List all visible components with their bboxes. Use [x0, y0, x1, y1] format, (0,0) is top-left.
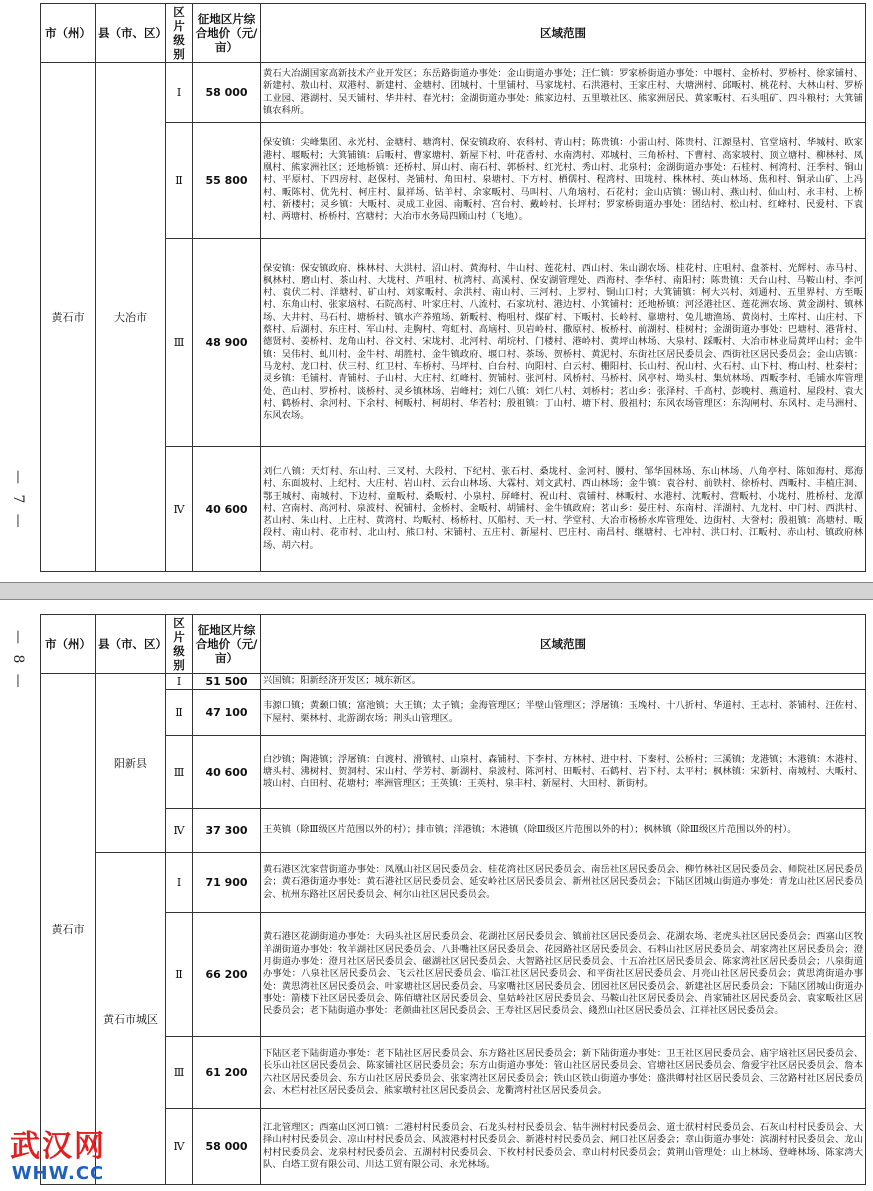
watermark-line-1: 武汉网	[10, 1129, 106, 1164]
table-row	[41, 63, 866, 123]
header-price: 征地区片综合地价（元/亩）	[193, 4, 261, 63]
header-county: 县（市、区）	[96, 615, 166, 674]
table-header-row	[41, 4, 866, 63]
header-area: 区域范围	[261, 4, 866, 63]
area-cell: 韦源口镇；黄颡口镇；富池镇；大王镇；太子镇；金海管理区；半壁山管理区；浮屠镇：玉堍村、十八折村、华道村、王志村、茶铺村、汪佐村、下屋村、栗林村、北游湖农场；荆头山管理区。	[261, 690, 866, 736]
area-cell: 保安镇：保安镇政府、株林村、大洪村、沼山村、黄海村、牛山村、莲花村、西山村、朱山湖农场、桂花村、庄咀村、盘茶村、光辉村、赤马村、枫林村、磨山村、茶山村、大垅村、芦咀村、杭湾村、高溪村、保安湖管理处、西海村、李华村、南阳村；陈贵镇：天台山村、马鞍山村、李河村、袁伏二村、洋塘村、矿山村、刘家畈村、余洪村、南山村、三河村、上罗村、铜山口村；大箕铺镇：柯大兴村、刘通村、五里界村、方至畈村、东角山村、张家垴村、石院高村、叶家庄村、八流村、石家坑村、港边村、小箕铺村；还地桥镇：河泾港社区、莲花洲农场、黄金湖村、镇林场、大井村、马石村、塘桥村、镇水产养殖场、新畈村、梅咀村、煤矿村、下畈村、长岭村、靠塘村、兔儿塘渔场、黄岗村、土库村、山庄村、下蔡村、后湖村、东庄村、军山村、走胸村、弯虹村、高垴村、贝岩岭村、撒原村、板桥村、前湖村、桂树村；金湖街道办事处：巴塘村、港背村、德贤村、姜桥村、龙角山村、谷文村、宋垅村、北河村、胡垸村、门楼村、港岭村、黄坪山林场、大泉村、踩畈村、大冶市林业局黄坪山村；金牛镇：吴伟村、虬川村、金牛村、胡胜村、金牛镇政府、堰口村、茶场、贺桥村、黄泥村、东街社区居民委员会、西街社区居民委员会；金山店镇：马龙村、龙口村、伏三村、红卫村、车桥村、马坪村、白台村、向阳村、白云村、栅阳村、长山村、祝山村、火石村、山下村、梅山村、杜泰村；灵乡镇：毛铺村、青铺村、子山村、大庄村、红峰村、贺铺村、张河村、风桥村、马桥村、风亭村、坳头村、集炕林场、西畈李村、毛铺水库管理处、芭山村、罗桥村、谈桥村、灵乡镇林场、岩峰村；刘仁八镇：刘仁八村、刘桥村；茗山乡：张泽村、千高村、彭晚村、燕道村、屋段村、袁大村、鹤桥村、余河村、下余村、柯畈村、柯胡村、华若村；殷祖镇：丁山村、塘下村、殷祖村；东风农场管理区：东沟闸村、东风村、走马洲村、东风农场。	[261, 239, 866, 447]
area-cell: 白沙镇；陶港镇；浮屠镇：白渡村、滑镇村、山泉村、森铺村、下李村、方林村、进中村、下秦村、公桥村；三溪镇；龙港镇；木港镇：木港村、塘头村、沸树村、贺洞村、宋山村、学芳村、新湖村、泉波村、陈河村、田畈村、石鹤村、岩下村、太平村；枫林镇：宋新村、南城村、大畈村、坡山村、白田村、花塘村；率洲管理区；王英镇：王英村、泉丰村、新屋村、大田村、新街村。	[261, 736, 866, 809]
land-price-table-p2	[40, 614, 866, 1185]
level-cell: Ⅰ	[166, 853, 193, 913]
price-cell: 51 500	[193, 674, 261, 690]
price-cell: 37 300	[193, 809, 261, 853]
price-cell: 48 900	[193, 239, 261, 447]
land-price-table-p1	[40, 3, 866, 572]
page-number: — 7 —	[10, 470, 26, 531]
price-cell: 40 600	[193, 736, 261, 809]
price-cell: 71 900	[193, 853, 261, 913]
document-page-8	[0, 600, 873, 1191]
area-cell: 保安镇：尖峰集团、永光村、金塘村、塘湾村、保安镇政府、农科村、青山村；陈贵镇：小雷山村、陈贵村、江源垦村、官堂垴村、华城村、欧家港村、堰畈村；大箕铺镇：后畈村、曹家塘村、新屋下村、叶花香村、水南湾村、邓城村、三角桥村、下曹村、高家坡村、顶立塘村、柳林村、凤凰村、熊家洲社区；还地桥镇：还桥村、屏山村、南石村、郭桥村、红光村、秀山村、北泉村；金湖街道办事处：石桂村、柯湾村、汪季村、铜山村、平原村、下四房村、赵保村、尧铺村、角田村、泉塘村、下方村、栖儒村、程湾村、田垅村、株林村、英山林场、焦和村、铜录山矿、上冯村、畈陈村、优先村、柯庄村、鼠祥场、钻羊村、余家畈村、马叫村、八角垴村、石花村；金山店镇：锡山村、燕山村、仙山村、永丰村、上桥村、新楼村；灵乡镇：大畈村、灵成工业园、南畈村、宫台村、戴岭村、长坪村；罗家桥街道办事处：团结村、松山村、红峰村、民爱村、下袁村、两塘村、桥桥村、宫塘村；大冶市水务局四顾山村（飞地）。	[261, 123, 866, 239]
city-cell: 黄石市	[41, 674, 96, 1185]
header-city: 市（州）	[41, 615, 96, 674]
level-cell: Ⅲ	[166, 239, 193, 447]
level-cell: Ⅱ	[166, 690, 193, 736]
county-cell: 黄石市城区	[96, 853, 166, 1185]
county-cell: 大冶市	[96, 63, 166, 572]
area-cell: 刘仁八镇：天灯村、东山村、三叉村、大段村、下纪村、张石村、桑垅村、金河村、腰村、邹华国林场、东山林场、八角亭村、陈如海村、郑海村、东面坡村、上纪村、大庄村、岩山村、云台山林场、大霖村、刘文武村、西山林场；金牛镇：袁谷村、前铁村、徐桥村、西畈村、丰植庄洞、鄂王城村、南城村、下边村、童畈村、桑畈村、小泉村、屏峰村、祝山村、袁铺村、林畈村、水港村、沈畈村、营畈村、小垅村、胜桥村、龙潭村、宫南村、高河村、泉波村、祝铺村、金桥村、金畈村、胡铺村、金牛镇政府；茗山乡：晏庄村、东南村、洋湖村、九龙村、中门村、西洪村、茗山村、朱山村、上庄村、黄湾村、均畈村、杨桥村、仄船村、天一村、学堂村、大冶市杨桥水库管理处、边街村、大誉村；殷祖镇：高塘村、畈段村、南山村、花市村、北山村、熊口村、宋铺村、五庄村、新屋村、巴庄村、南昌村、继塘村、七冲村、洪口村、江畈村、赤山村、镇政府林场、胡六村。	[261, 447, 866, 572]
price-cell: 55 800	[193, 123, 261, 239]
price-cell: 58 000	[193, 63, 261, 123]
area-cell: 江北管理区；西塞山区河口镇：二港村村民委员会、石龙头村村民委员会、牯牛洲村村民委员会、道士洑村村民委员会、石灰山村村民委员会、大择山村村民委员会、凉山村村民委员会、风波港村村民委员会、新港村村民委员会、闸口社区居委会；章山街道办事处：滨湖村村民委员会、龙山村村民委员会、龙泉村村民委员会、五湖村村民委员会、下枚村村民委员会、章山村村民委员会；黄荆山管理处：山上林场、登峰林场、陈家湾大队、白塔工贸有限公司、川达工贸有限公司、永光林场。	[261, 1109, 866, 1185]
site-watermark-logo	[8, 1130, 108, 1184]
area-cell: 黄石港区花湖街道办事处：大码头社区居民委员会、花湖社区居民委员会、镇前社区居民委员会、花湖农场、老虎头社区居民委员会；西塞山区牧羊湖街道办事处：牧羊湖社区居民委员会、八卦嘴社区居民委员会、花园路社区居民委员会、石料山社区居民委员会、胡家湾社区居民委员会；澄月街道办事处：澄月社区居民委员会、磁湖社区居民委员会、大智路社区居民委员会、十五冶社区居民委员会、陈家湾社区居民委员会；八泉街道办事处：八泉社区居民委员会、飞云社区居民委员会、临江社区居民委员会、和平街社区居民委员会、月亮山社区居民委员会；黄思湾街道办事处：黄思湾社区居民委员会、叶家塘社区居民委员会、马家嘴社区居民委员会、团园社区居民委员会、新建社区居民委员会；下陆区团城山街道办事处：箭楼下社区居民委员会、陈佰塘社区居民委员会、皇姑岭社区居民委员会、马鞍山社区居民委员会、肖家铺社区居民委员会、袁家畈社区居民委员会；老下陆街道办事处：老颜曲社区居民委员会、王寿社区居民委员会、綫烈山社区居民委员会、江祥社区居民委员会。	[261, 913, 866, 1037]
header-level: 区片级别	[166, 615, 193, 674]
watermark-line-2: WHW.CC	[11, 1163, 105, 1184]
page-separator	[0, 582, 873, 600]
table-row	[41, 674, 866, 690]
area-cell: 兴国镇；阳新经济开发区；城东新区。	[261, 674, 866, 690]
header-city: 市（州）	[41, 4, 96, 63]
level-cell: Ⅳ	[166, 1109, 193, 1185]
price-cell: 61 200	[193, 1037, 261, 1109]
area-cell: 下陆区老下陆街道办事处：老下陆社区居民委员会、东方路社区居民委员会；新下陆街道办事处：卫王社区居民委员会、庙宇垴社区居民委员会、长乐山社区居民委员会、陈家铺社区居民委员会；东方山街道办事处：管山社区居民委员会、官塘社区居民委员会、詹爱宇社区居民委员会、詹本六社区居民委员会、东方山社区居民委员会、张家湾社区居民委员会；铁山区铁山街道办事处：盛洪卿村社区居民委员会、三岔路村社区居民委员会、木栏村社区居民委员会、熊家墩村社区居民委员会、龙衢湾村社区居民委员会。	[261, 1037, 866, 1109]
area-cell: 黄石大冶湖国家高新技术产业开发区；东岳路街道办事处：金山街道办事处；汪仁镇：罗家桥街道办事处：中堰村、金桥村、罗桥村、徐家铺村、新建村、敖山村、双港村、新建村、金塘村、团城村、十里铺村、马家垅村、石洪港村、王家庄村、大塘洲村、邱畈村、桃花村、大林山村、罗桥工业园、港湖村、吴天铺村、华井村、春光村；金湖街道办事处：熊家边村、五里墩社区、熊家洲居民、黄家畈村、石头咀矿、四斗粮村；大箕铺镇农科所。	[261, 63, 866, 123]
page-number: — 8 —	[10, 630, 26, 691]
level-cell: Ⅱ	[166, 913, 193, 1037]
price-cell: 58 000	[193, 1109, 261, 1185]
header-area: 区域范围	[261, 615, 866, 674]
level-cell: Ⅳ	[166, 447, 193, 572]
level-cell: Ⅱ	[166, 123, 193, 239]
header-county: 县（市、区）	[96, 4, 166, 63]
county-cell: 阳新县	[96, 674, 166, 853]
level-cell: Ⅲ	[166, 1037, 193, 1109]
level-cell: Ⅰ	[166, 63, 193, 123]
table-row	[41, 853, 866, 913]
area-cell: 黄石港区沈家营街道办事处：凤凰山社区居民委员会、桂花湾社区居民委员会、南岳社区居民委员会、柳竹林社区居民委员会、师院社区居民委员会；黄石港街道办事处：黄石港社区居民委员会、延安岭社区居民委员会、新州社区居民委员会；下陆区团城山街道办事处：青龙山社区居民委员会、杭州东路社区居民委员会、柯尔山社区居民委员会。	[261, 853, 866, 913]
header-price: 征地区片综合地价（元/亩）	[193, 615, 261, 674]
price-cell: 47 100	[193, 690, 261, 736]
city-cell: 黄石市	[41, 63, 96, 572]
level-cell: Ⅳ	[166, 809, 193, 853]
level-cell: Ⅰ	[166, 674, 193, 690]
header-level: 区片级别	[166, 4, 193, 63]
document-page-7	[0, 0, 873, 582]
price-cell: 66 200	[193, 913, 261, 1037]
level-cell: Ⅲ	[166, 736, 193, 809]
price-cell: 40 600	[193, 447, 261, 572]
table-header-row	[41, 615, 866, 674]
area-cell: 王英镇（除Ⅲ级区片范围以外的村）；排市镇；洋港镇；木港镇（除Ⅲ级区片范围以外的村）；枫林镇（除Ⅲ级区片范围以外的村）。	[261, 809, 866, 853]
